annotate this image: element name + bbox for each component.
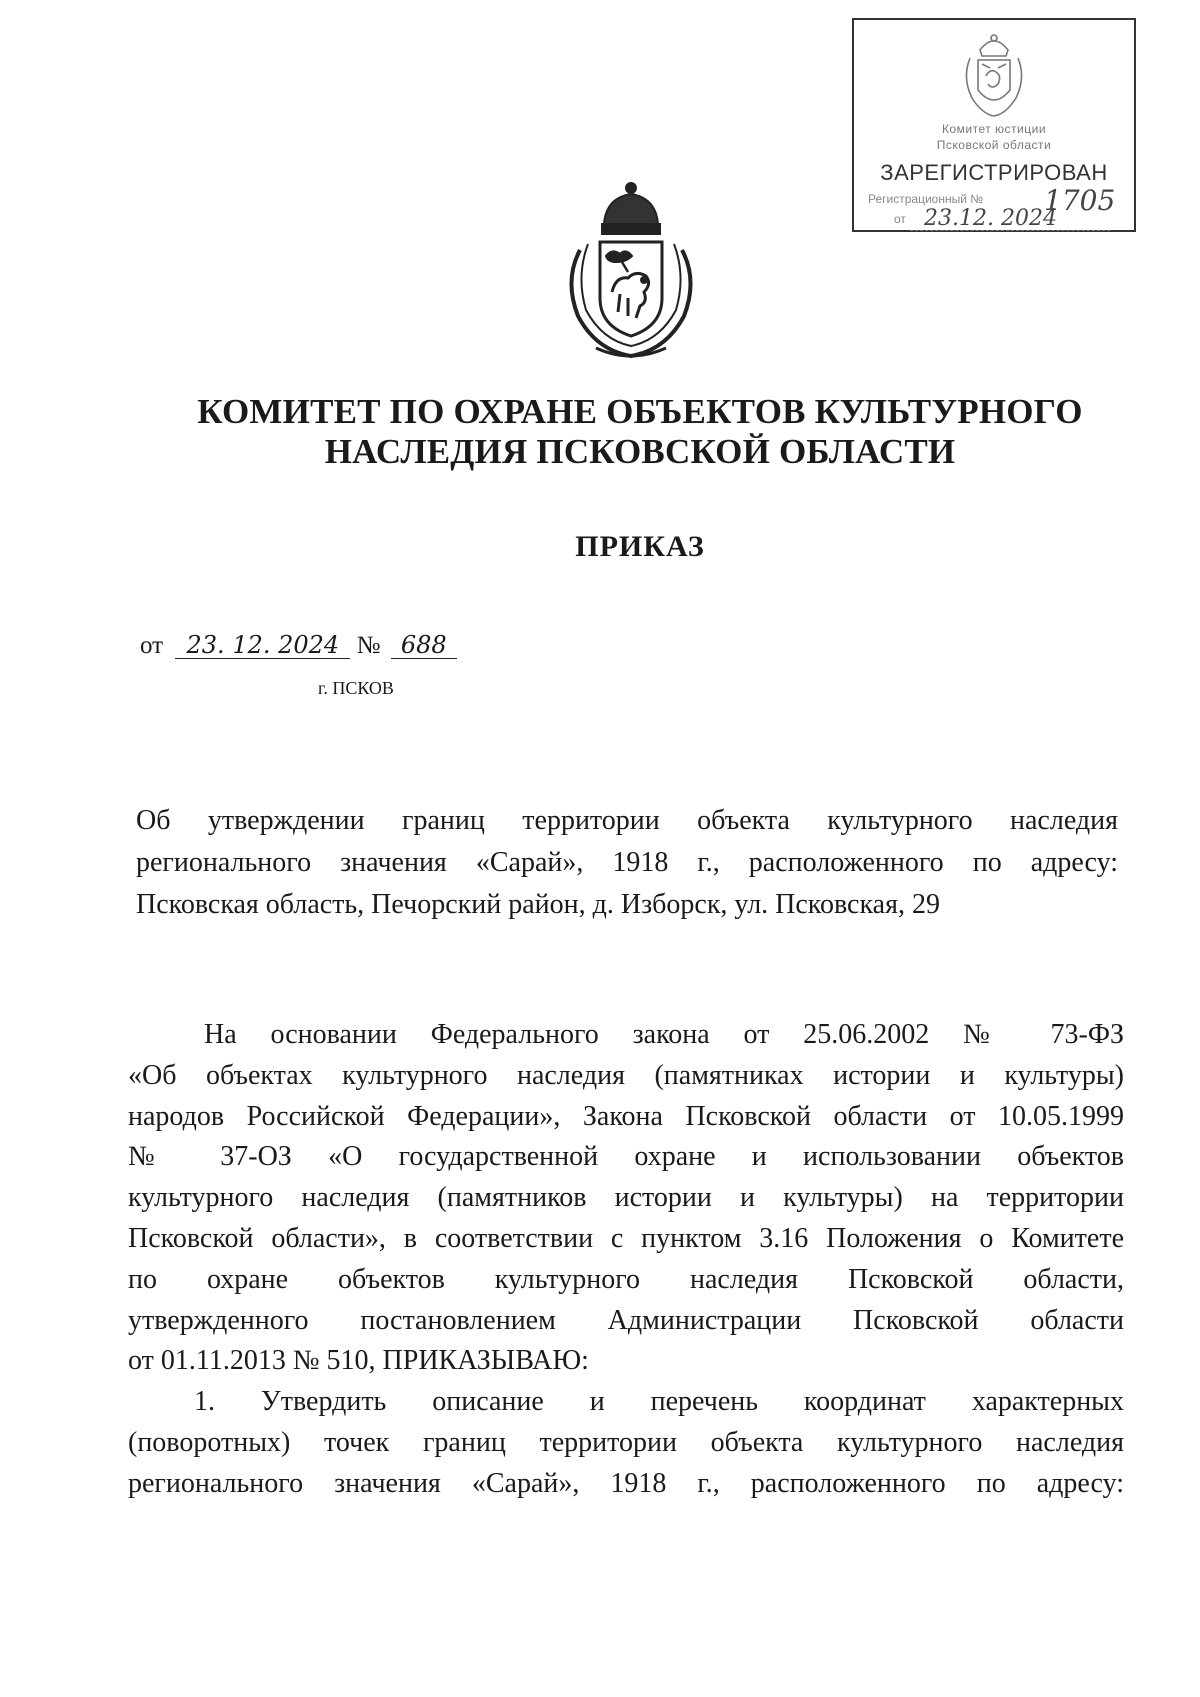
document-type: ПРИКАЗ xyxy=(575,530,705,563)
body-line: № 37-ОЗ «О государственной охране и использовании объектов xyxy=(128,1141,1124,1173)
subject-line: Об утверждении границ территории объекта культурного наследия xyxy=(136,805,1118,836)
stamp-date-label: от xyxy=(894,212,906,226)
body-line: по охране объектов культурного наследия Псковской области, xyxy=(128,1263,1124,1295)
order-number: 688 xyxy=(391,632,457,659)
subject-line: регионального значения «Сарай», 1918 г., расположенного по адресу: xyxy=(136,847,1118,878)
body-line: (поворотных) точек границ территории объекта культурного наследия xyxy=(128,1426,1124,1458)
body-line: народов Российской Федерации», Закона Псковской области от 10.05.1999 xyxy=(128,1100,1124,1132)
body-line: Псковской области», в соответствии с пунктом 3.16 Положения о Комитете xyxy=(128,1222,1124,1254)
order-date: 23. 12. 2024 xyxy=(175,632,350,659)
body-line: «Об объектах культурного наследия (памятниках истории и культуры) xyxy=(128,1059,1124,1091)
stamp-org-line1: Комитет юстиции xyxy=(941,122,1047,136)
stamp-reg-label: Регистрационный № xyxy=(868,192,984,206)
body-line: На основании Федерального закона от 25.06.2002 № 73-ФЗ xyxy=(204,1019,1124,1050)
body-line: регионального значения «Сарай», 1918 г., расположенного по адресу: xyxy=(128,1467,1124,1499)
body-line: 1. Утвердить описание и перечень координат характерных xyxy=(194,1386,1124,1418)
order-subject xyxy=(136,800,1118,926)
order-date-line xyxy=(140,632,457,660)
body-line: культурного наследия (памятников истории и культуры) на территории xyxy=(128,1182,1124,1214)
stamp-date-value: 23.12. 2024 xyxy=(924,206,1057,231)
stamp-reg-number: 1705 xyxy=(1044,184,1116,217)
stamp-underline xyxy=(910,230,1110,231)
body-line: от 01.11.2013 № 510, ПРИКАЗЫВАЮ: xyxy=(128,1345,589,1377)
date-prefix: от xyxy=(140,632,164,659)
body-line: утвержденного постановлением Администрации Псковской области xyxy=(128,1304,1124,1336)
org-title-line2: НАСЛЕДИЯ ПСКОВСКОЙ ОБЛАСТИ xyxy=(324,432,956,471)
order-body xyxy=(128,1015,1124,1505)
org-title-line1: КОМИТЕТ ПО ОХРАНЕ ОБЪЕКТОВ КУЛЬТУРНОГО xyxy=(197,392,1083,431)
stamp-org-line2: Псковской области xyxy=(936,138,1052,152)
stamp-status: ЗАРЕГИСТРИРОВАН xyxy=(880,160,1108,185)
coat-of-arms-icon xyxy=(556,180,706,360)
registration-stamp xyxy=(852,18,1136,232)
city: г. ПСКОВ xyxy=(318,678,394,698)
subject-line: Псковская область, Печорский район, д. Изборск, ул. Псковская, 29 xyxy=(136,889,940,920)
coat-of-arms-icon xyxy=(956,28,1032,120)
number-prefix: № xyxy=(356,632,381,659)
